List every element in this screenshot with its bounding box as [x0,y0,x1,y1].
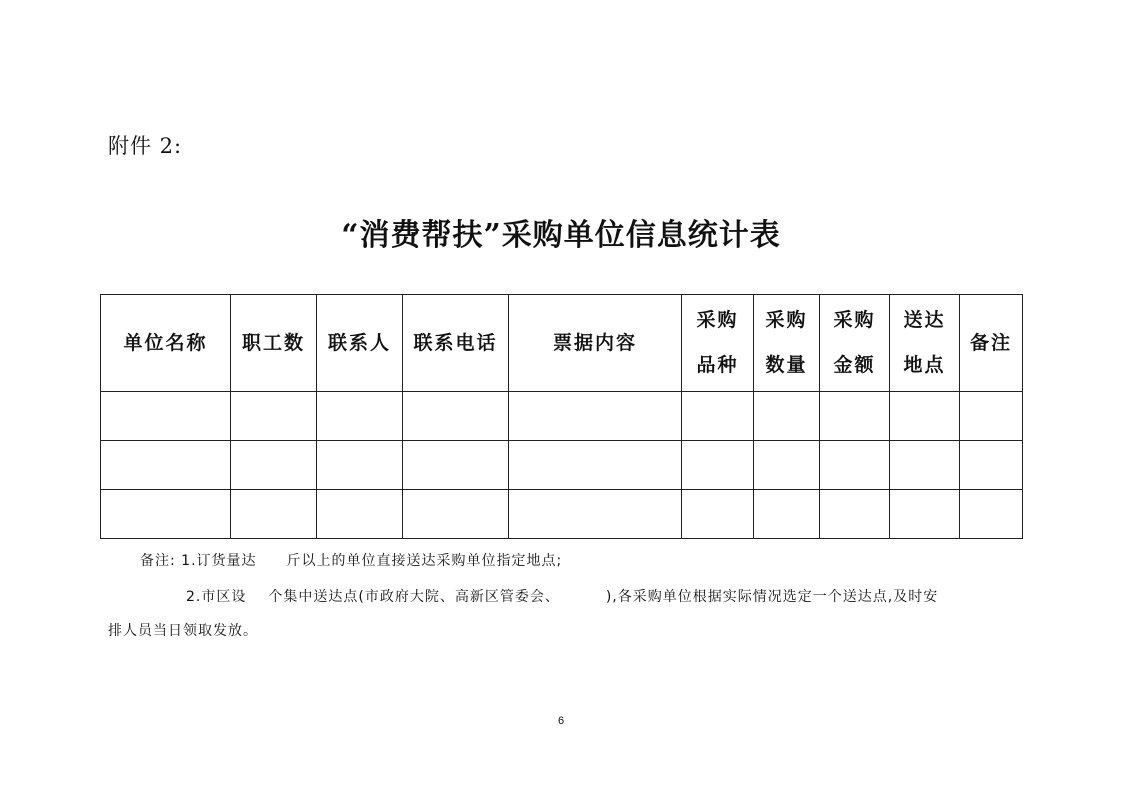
table-row [101,490,1023,539]
table-cell[interactable] [682,392,754,441]
table-cell[interactable] [960,441,1023,490]
table-cell[interactable] [101,441,231,490]
note-2-text-b: 个集中送达点(市政府大院、高新区管委会、 [268,589,560,605]
note-1-text-b: 斤以上的单位直接送达采购单位指定地点; [286,553,563,569]
table-cell[interactable] [960,490,1023,539]
table-cell[interactable] [101,392,231,441]
note-2-text-c: ),各采购单位根据实际情况选定一个送达点,及时安 [605,589,939,605]
table-cell[interactable] [509,490,682,539]
table-row [101,441,1023,490]
header-invoice-content: 票据内容 [509,295,682,392]
note-prefix: 备注: [140,553,176,569]
table-cell[interactable] [682,490,754,539]
table-cell[interactable] [820,490,890,539]
table-cell[interactable] [317,490,403,539]
header-contact-phone: 联系电话 [403,295,509,392]
note-2-continuation: 排人员当日领取发放。 [108,623,258,639]
table-cell[interactable] [754,441,820,490]
note-2-text-a: 2.市区设 [186,589,247,605]
table-cell[interactable] [509,441,682,490]
table-cell[interactable] [509,392,682,441]
table-cell[interactable] [960,392,1023,441]
table-row [101,392,1023,441]
table-cell[interactable] [231,441,317,490]
table-cell[interactable] [754,392,820,441]
document-title: “消费帮扶”采购单位信息统计表 [341,218,781,253]
note-1-text-a: 1.订货量达 [181,553,257,569]
table-cell[interactable] [754,490,820,539]
table-cell[interactable] [317,392,403,441]
table-cell[interactable] [890,441,960,490]
header-delivery-location: 送达 地点 [890,295,960,392]
table-cell[interactable] [231,392,317,441]
header-remarks: 备注 [960,295,1023,392]
note-1 [140,552,562,570]
table-cell[interactable] [890,392,960,441]
header-purchase-variety: 采购 品种 [682,295,754,392]
header-purchase-quantity: 采购 数量 [754,295,820,392]
table-cell[interactable] [820,392,890,441]
table-cell[interactable] [231,490,317,539]
table-cell[interactable] [403,441,509,490]
page-number: 6 [557,715,565,727]
table-cell[interactable] [890,490,960,539]
table-cell[interactable] [101,490,231,539]
table-cell[interactable] [403,392,509,441]
table-header-row [101,295,1023,392]
table-cell[interactable] [682,441,754,490]
table-cell[interactable] [403,490,509,539]
statistics-table [100,294,1023,539]
header-employee-count: 职工数 [231,295,317,392]
header-contact-person: 联系人 [317,295,403,392]
table-cell[interactable] [317,441,403,490]
header-purchase-amount: 采购 金额 [820,295,890,392]
note-2 [186,586,938,606]
attachment-label: 附件 2: [108,134,183,158]
table-cell[interactable] [820,441,890,490]
header-unit-name: 单位名称 [101,295,231,392]
